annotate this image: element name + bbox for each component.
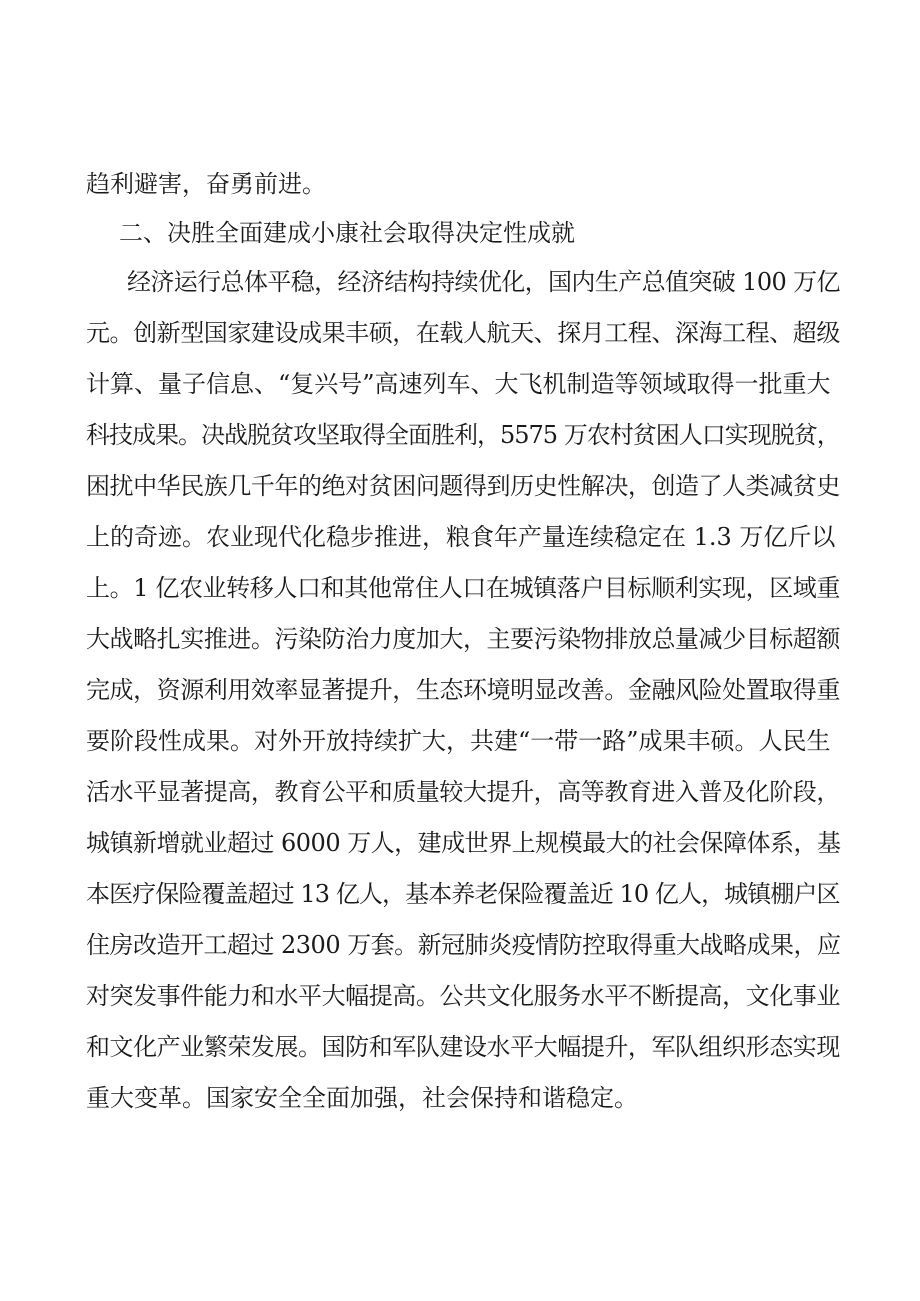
- paragraph-line: 城镇新增就业超过 6000 万人，建成世界上规模最大的社会保障体系，基: [86, 829, 841, 857]
- paragraph-line: 经济运行总体平稳，经济结构持续优化，国内生产总值突破 100 万亿: [127, 268, 840, 296]
- paragraph-line: 要阶段性成果。对外开放持续扩大，共建“一带一路”成果丰硕。人民生: [86, 727, 831, 755]
- paragraph-line: 困扰中华民族几千年的绝对贫困问题得到历史性解决，创造了人类减贫史: [86, 472, 840, 500]
- paragraph-line: 上。1 亿农业转移人口和其他常住人口在城镇落户目标顺利实现，区域重: [86, 574, 841, 602]
- paragraph-line: 元。创新型国家建设成果丰硕，在载人航天、探月工程、深海工程、超级: [86, 319, 840, 347]
- section-heading: 二、决胜全面建成小康社会取得决定性成就: [119, 219, 575, 247]
- paragraph-line: 活水平显著提高，教育公平和质量较大提升，高等教育进入普及化阶段，: [86, 778, 840, 806]
- paragraph-line: 大战略扎实推进。污染防治力度加大，主要污染物排放总量减少目标超额: [86, 625, 840, 653]
- paragraph-line: 本医疗保险覆盖超过 13 亿人，基本养老保险覆盖近 10 亿人，城镇棚户区: [86, 880, 840, 908]
- paragraph-line: 住房改造开工超过 2300 万套。新冠肺炎疫情防控取得重大战略成果，应: [86, 931, 841, 959]
- paragraph-line: 完成，资源利用效率显著提升，生态环境明显改善。金融风险处置取得重: [86, 676, 840, 704]
- paragraph-line: 重大变革。国家安全全面加强，社会保持和谐稳定。: [86, 1084, 638, 1112]
- paragraph-line: 上的奇迹。农业现代化稳步推进，粮食年产量连续稳定在 1.3 万亿斤以: [86, 523, 836, 551]
- paragraph-line: 趋利避害，奋勇前进。: [86, 170, 326, 198]
- paragraph-line: 对突发事件能力和水平大幅提高。公共文化服务水平不断提高，文化事业: [86, 982, 840, 1010]
- paragraph-line: 科技成果。决战脱贫攻坚取得全面胜利，5575 万农村贫困人口实现脱贫，: [86, 421, 840, 449]
- paragraph-line: 和文化产业繁荣发展。国防和军队建设水平大幅提升，军队组织形态实现: [86, 1033, 840, 1061]
- paragraph-line: 计算、量子信息、“复兴号”高速列车、大飞机制造等领域取得一批重大: [86, 370, 831, 398]
